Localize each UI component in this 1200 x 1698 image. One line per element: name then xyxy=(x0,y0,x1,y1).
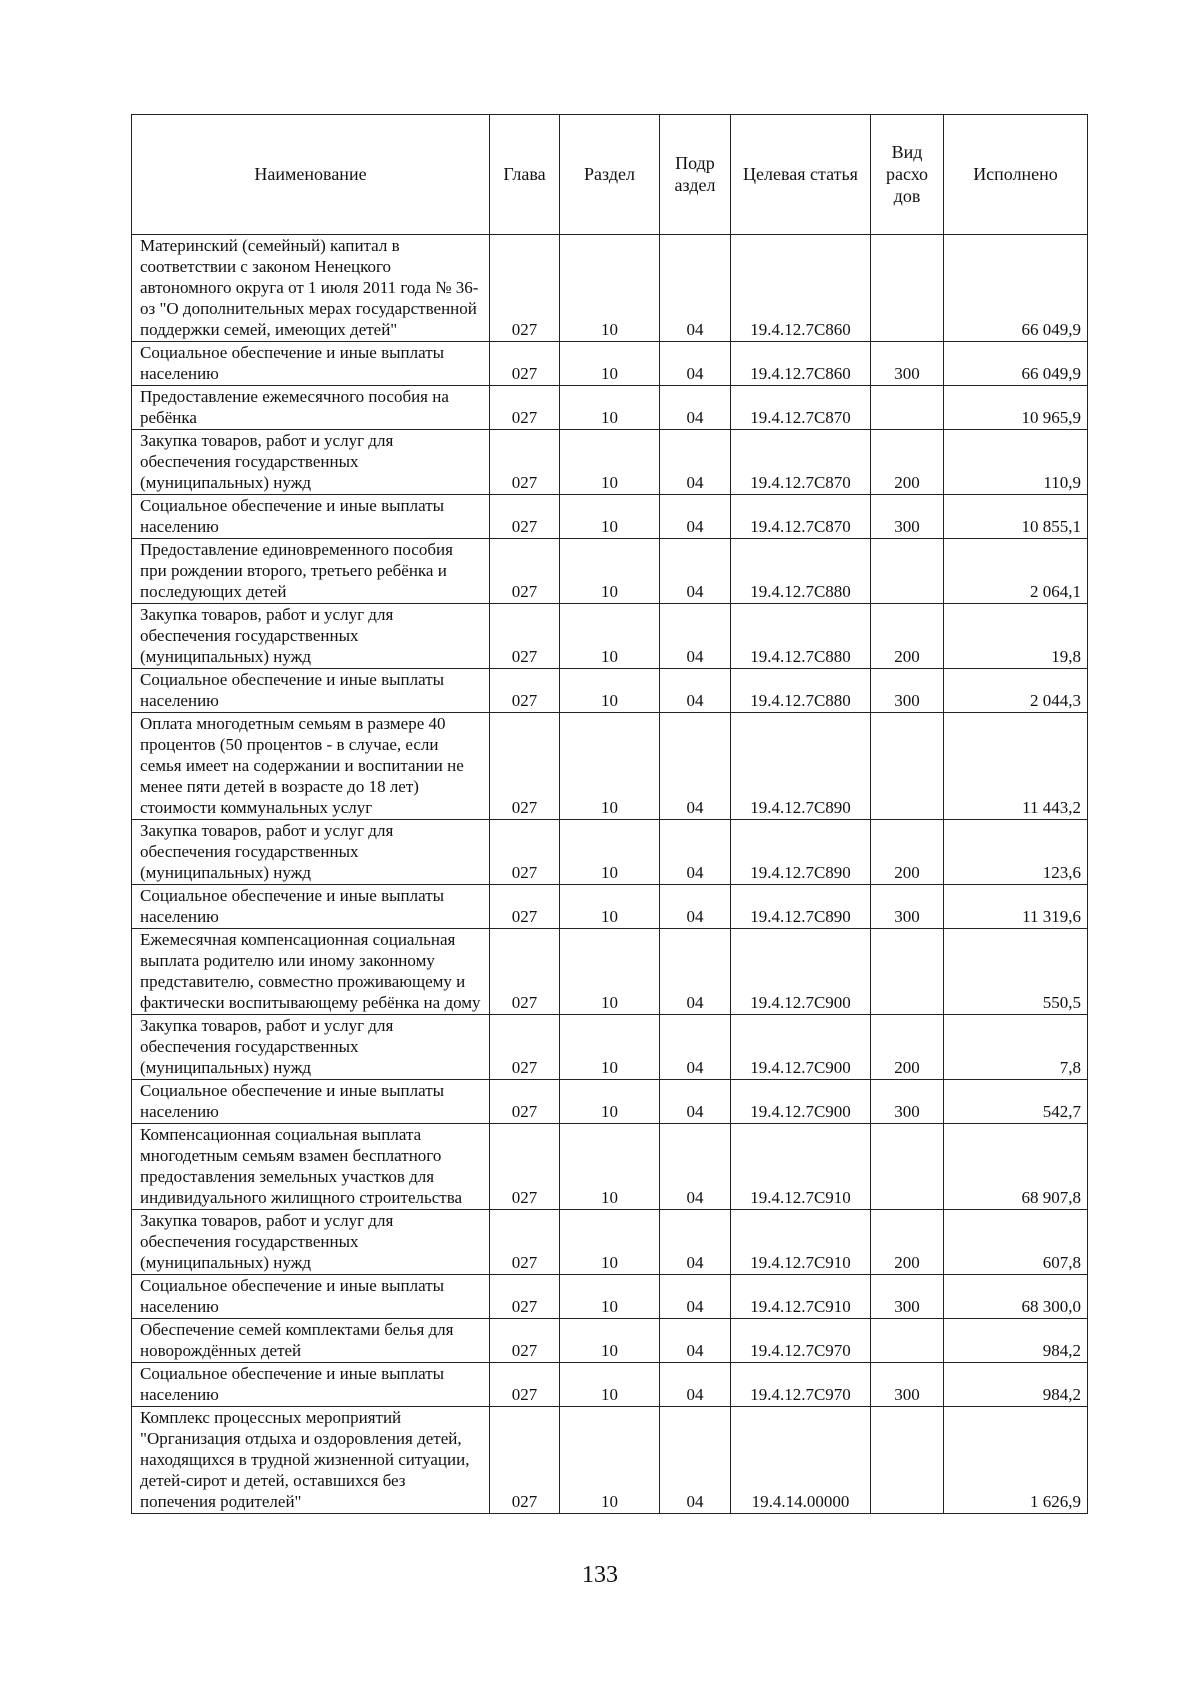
cell-section: 10 xyxy=(560,1124,660,1210)
cell-section: 10 xyxy=(560,1407,660,1514)
cell-subsection: 04 xyxy=(660,235,731,342)
cell-subsection: 04 xyxy=(660,604,731,669)
cell-section: 10 xyxy=(560,430,660,495)
cell-chapter: 027 xyxy=(490,713,560,820)
cell-expense-type: 300 xyxy=(871,1275,944,1319)
cell-name: Комплекс процессных мероприятий "Организация отдыха и оздоровления детей, находящихся в трудной жизненной ситуации, детей-сирот и детей, оставшихся без попечения родителей" xyxy=(132,1407,490,1514)
cell-name: Обеспечение семей комплектами белья для новорождённых детей xyxy=(132,1319,490,1363)
cell-executed: 68 907,8 xyxy=(944,1124,1088,1210)
cell-chapter: 027 xyxy=(490,1124,560,1210)
table-row xyxy=(132,1363,1088,1407)
cell-section: 10 xyxy=(560,669,660,713)
table-row xyxy=(132,1407,1088,1514)
cell-name: Социальное обеспечение и иные выплаты населению xyxy=(132,669,490,713)
table-row xyxy=(132,1124,1088,1210)
cell-expense-type: 300 xyxy=(871,669,944,713)
table-row xyxy=(132,604,1088,669)
cell-executed: 2 044,3 xyxy=(944,669,1088,713)
budget-table-container xyxy=(131,114,1087,1514)
cell-expense-type: 200 xyxy=(871,1015,944,1080)
header-name: Наименование xyxy=(132,115,490,235)
cell-name: Закупка товаров, работ и услуг для обеспечения государственных (муниципальных) нужд xyxy=(132,820,490,885)
cell-executed: 110,9 xyxy=(944,430,1088,495)
cell-executed: 550,5 xyxy=(944,929,1088,1015)
header-subsection: Подр аздел xyxy=(660,115,731,235)
cell-chapter: 027 xyxy=(490,1210,560,1275)
cell-expense-type: 300 xyxy=(871,1080,944,1124)
cell-expense-type xyxy=(871,1407,944,1514)
cell-subsection: 04 xyxy=(660,386,731,430)
cell-expense-type: 300 xyxy=(871,342,944,386)
cell-expense-type xyxy=(871,1124,944,1210)
cell-executed: 984,2 xyxy=(944,1363,1088,1407)
cell-chapter: 027 xyxy=(490,1015,560,1080)
cell-name: Оплата многодетным семьям в размере 40 процентов (50 процентов - в случае, если семья имеет на содержании и воспитании не менее пяти детей в возрасте до 18 лет) стоимости коммунальных услуг xyxy=(132,713,490,820)
table-header-row xyxy=(132,115,1088,235)
cell-expense-type xyxy=(871,235,944,342)
cell-target-article: 19.4.12.7С910 xyxy=(731,1124,871,1210)
cell-target-article: 19.4.12.7С900 xyxy=(731,1015,871,1080)
table-row xyxy=(132,430,1088,495)
cell-target-article: 19.4.12.7С890 xyxy=(731,713,871,820)
cell-target-article: 19.4.12.7С910 xyxy=(731,1210,871,1275)
cell-name: Социальное обеспечение и иные выплаты населению xyxy=(132,1275,490,1319)
cell-name: Закупка товаров, работ и услуг для обеспечения государственных (муниципальных) нужд xyxy=(132,604,490,669)
cell-section: 10 xyxy=(560,604,660,669)
cell-expense-type: 300 xyxy=(871,885,944,929)
cell-name: Компенсационная социальная выплата многодетным семьям взамен бесплатного предоставления земельных участков для индивидуального жилищного строительства xyxy=(132,1124,490,1210)
cell-chapter: 027 xyxy=(490,1363,560,1407)
cell-chapter: 027 xyxy=(490,539,560,604)
table-row xyxy=(132,1080,1088,1124)
cell-target-article: 19.4.12.7С870 xyxy=(731,430,871,495)
header-executed: Исполнено xyxy=(944,115,1088,235)
cell-target-article: 19.4.12.7С880 xyxy=(731,604,871,669)
cell-executed: 66 049,9 xyxy=(944,235,1088,342)
cell-expense-type xyxy=(871,1319,944,1363)
cell-target-article: 19.4.14.00000 xyxy=(731,1407,871,1514)
cell-name: Социальное обеспечение и иные выплаты населению xyxy=(132,1080,490,1124)
cell-subsection: 04 xyxy=(660,669,731,713)
cell-chapter: 027 xyxy=(490,604,560,669)
cell-subsection: 04 xyxy=(660,885,731,929)
cell-section: 10 xyxy=(560,713,660,820)
cell-name: Социальное обеспечение и иные выплаты населению xyxy=(132,495,490,539)
cell-section: 10 xyxy=(560,386,660,430)
cell-section: 10 xyxy=(560,1015,660,1080)
budget-table xyxy=(131,114,1088,1514)
table-row xyxy=(132,1319,1088,1363)
cell-expense-type xyxy=(871,929,944,1015)
cell-target-article: 19.4.12.7С880 xyxy=(731,539,871,604)
cell-expense-type: 200 xyxy=(871,1210,944,1275)
cell-subsection: 04 xyxy=(660,1319,731,1363)
cell-subsection: 04 xyxy=(660,1015,731,1080)
cell-name: Социальное обеспечение и иные выплаты населению xyxy=(132,1363,490,1407)
table-row xyxy=(132,1015,1088,1080)
cell-executed: 7,8 xyxy=(944,1015,1088,1080)
cell-subsection: 04 xyxy=(660,713,731,820)
cell-target-article: 19.4.12.7С880 xyxy=(731,669,871,713)
cell-target-article: 19.4.12.7С860 xyxy=(731,235,871,342)
cell-name: Закупка товаров, работ и услуг для обеспечения государственных (муниципальных) нужд xyxy=(132,430,490,495)
table-row xyxy=(132,669,1088,713)
cell-name: Закупка товаров, работ и услуг для обеспечения государственных (муниципальных) нужд xyxy=(132,1210,490,1275)
cell-section: 10 xyxy=(560,235,660,342)
cell-section: 10 xyxy=(560,539,660,604)
cell-executed: 11 443,2 xyxy=(944,713,1088,820)
header-target-article: Целевая статья xyxy=(731,115,871,235)
cell-section: 10 xyxy=(560,1080,660,1124)
cell-target-article: 19.4.12.7С970 xyxy=(731,1363,871,1407)
cell-section: 10 xyxy=(560,1275,660,1319)
cell-chapter: 027 xyxy=(490,235,560,342)
cell-target-article: 19.4.12.7С890 xyxy=(731,820,871,885)
cell-subsection: 04 xyxy=(660,1407,731,1514)
cell-chapter: 027 xyxy=(490,1080,560,1124)
table-row xyxy=(132,235,1088,342)
cell-executed: 123,6 xyxy=(944,820,1088,885)
table-row xyxy=(132,929,1088,1015)
table-row xyxy=(132,386,1088,430)
cell-executed: 984,2 xyxy=(944,1319,1088,1363)
cell-subsection: 04 xyxy=(660,820,731,885)
cell-subsection: 04 xyxy=(660,1210,731,1275)
table-row xyxy=(132,1210,1088,1275)
cell-subsection: 04 xyxy=(660,929,731,1015)
cell-chapter: 027 xyxy=(490,820,560,885)
cell-section: 10 xyxy=(560,820,660,885)
cell-section: 10 xyxy=(560,342,660,386)
cell-executed: 607,8 xyxy=(944,1210,1088,1275)
cell-executed: 10 855,1 xyxy=(944,495,1088,539)
table-row xyxy=(132,885,1088,929)
cell-expense-type: 200 xyxy=(871,820,944,885)
cell-subsection: 04 xyxy=(660,495,731,539)
header-chapter: Глава xyxy=(490,115,560,235)
cell-chapter: 027 xyxy=(490,430,560,495)
cell-target-article: 19.4.12.7С900 xyxy=(731,929,871,1015)
cell-target-article: 19.4.12.7С870 xyxy=(731,495,871,539)
cell-subsection: 04 xyxy=(660,1275,731,1319)
page-number: 133 xyxy=(582,1562,618,1588)
cell-target-article: 19.4.12.7С860 xyxy=(731,342,871,386)
cell-name: Социальное обеспечение и иные выплаты населению xyxy=(132,342,490,386)
cell-target-article: 19.4.12.7С890 xyxy=(731,885,871,929)
cell-expense-type: 200 xyxy=(871,604,944,669)
table-row xyxy=(132,539,1088,604)
cell-target-article: 19.4.12.7С900 xyxy=(731,1080,871,1124)
cell-executed: 1 626,9 xyxy=(944,1407,1088,1514)
table-body xyxy=(132,235,1088,1514)
cell-section: 10 xyxy=(560,495,660,539)
cell-chapter: 027 xyxy=(490,885,560,929)
cell-name: Ежемесячная компенсационная социальная выплата родителю или иному законному представителю, совместно проживающему и фактически воспитывающему ребёнка на дому xyxy=(132,929,490,1015)
cell-executed: 542,7 xyxy=(944,1080,1088,1124)
cell-chapter: 027 xyxy=(490,669,560,713)
cell-expense-type: 300 xyxy=(871,495,944,539)
cell-name: Материнский (семейный) капитал в соответствии с законом Ненецкого автономного округа от 1 июля 2011 года № 36-оз "О дополнительных мерах государственной поддержки семей, имеющих детей" xyxy=(132,235,490,342)
cell-executed: 10 965,9 xyxy=(944,386,1088,430)
cell-expense-type xyxy=(871,539,944,604)
cell-expense-type: 200 xyxy=(871,430,944,495)
cell-chapter: 027 xyxy=(490,1407,560,1514)
cell-target-article: 19.4.12.7С970 xyxy=(731,1319,871,1363)
cell-expense-type xyxy=(871,713,944,820)
table-row xyxy=(132,713,1088,820)
cell-chapter: 027 xyxy=(490,495,560,539)
cell-subsection: 04 xyxy=(660,430,731,495)
cell-executed: 19,8 xyxy=(944,604,1088,669)
cell-subsection: 04 xyxy=(660,539,731,604)
cell-target-article: 19.4.12.7С870 xyxy=(731,386,871,430)
cell-expense-type xyxy=(871,386,944,430)
cell-name: Предоставление ежемесячного пособия на ребёнка xyxy=(132,386,490,430)
table-row xyxy=(132,820,1088,885)
cell-executed: 2 064,1 xyxy=(944,539,1088,604)
table-row xyxy=(132,1275,1088,1319)
cell-expense-type: 300 xyxy=(871,1363,944,1407)
cell-section: 10 xyxy=(560,1210,660,1275)
cell-name: Предоставление единовременного пособия при рождении второго, третьего ребёнка и последующих детей xyxy=(132,539,490,604)
header-expense-type: Вид расхо дов xyxy=(871,115,944,235)
cell-subsection: 04 xyxy=(660,1363,731,1407)
table-row xyxy=(132,495,1088,539)
cell-section: 10 xyxy=(560,1363,660,1407)
cell-chapter: 027 xyxy=(490,342,560,386)
cell-section: 10 xyxy=(560,929,660,1015)
cell-section: 10 xyxy=(560,1319,660,1363)
cell-chapter: 027 xyxy=(490,386,560,430)
cell-section: 10 xyxy=(560,885,660,929)
cell-name: Социальное обеспечение и иные выплаты населению xyxy=(132,885,490,929)
table-row xyxy=(132,342,1088,386)
cell-subsection: 04 xyxy=(660,1124,731,1210)
cell-executed: 11 319,6 xyxy=(944,885,1088,929)
cell-chapter: 027 xyxy=(490,1319,560,1363)
cell-subsection: 04 xyxy=(660,1080,731,1124)
cell-executed: 66 049,9 xyxy=(944,342,1088,386)
cell-subsection: 04 xyxy=(660,342,731,386)
header-section: Раздел xyxy=(560,115,660,235)
cell-target-article: 19.4.12.7С910 xyxy=(731,1275,871,1319)
cell-chapter: 027 xyxy=(490,1275,560,1319)
cell-executed: 68 300,0 xyxy=(944,1275,1088,1319)
cell-name: Закупка товаров, работ и услуг для обеспечения государственных (муниципальных) нужд xyxy=(132,1015,490,1080)
cell-chapter: 027 xyxy=(490,929,560,1015)
